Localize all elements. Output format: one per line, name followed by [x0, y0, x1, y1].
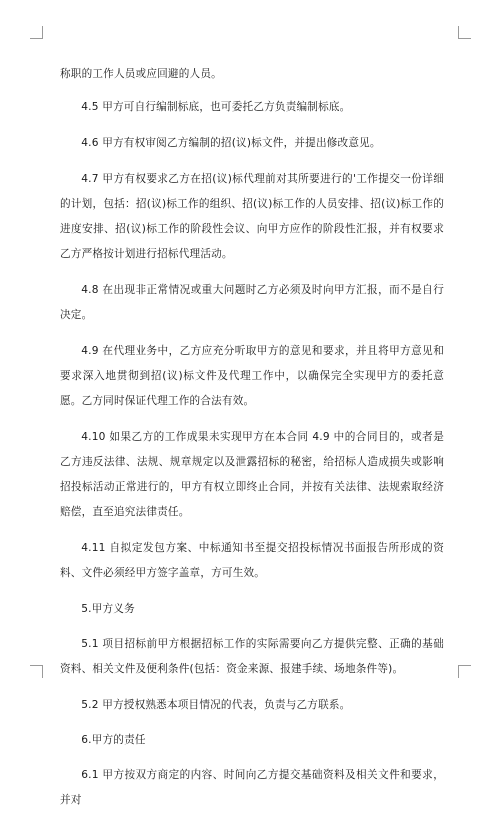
paragraph-4-9: 4.9 在代理业务中，乙方应充分听取甲方的意见和要求，并且将甲方意见和要求深入地贯彻到招(议)标文件及代理工作中，以确保完全实现甲方的委托意愿。乙方同时保证代理工作的合法有效。: [60, 345, 444, 407]
paragraph-4-10: 4.10 如果乙方的工作成果未实现甲方在本合同 4.9 中的合同目的，或者是乙方违反法律、法规、规章规定以及泄露招标的秘密，给招标人造成损失或影响招投标活动正常进行的，甲方有权立即终止合同，并按有关法律、法规索取经济赔偿，直至追究法律责任。: [60, 431, 444, 518]
section-heading-6: 6.甲方的责任: [81, 734, 146, 746]
crop-mark-bottom-left: [30, 665, 43, 678]
paragraph-5-1: 5.1 项目招标前甲方根据招标工作的实际需要向乙方提供完整、正确的基础资料、相关文件及便利条件(包括：资金来源、报建手续、场地条件等)。: [60, 638, 444, 675]
paragraph-4-7: 4.7 甲方有权要求乙方在招(议)标代理前对其所要进行的'工作提交一份详细的计划，包括：招(议)标工作的组织、招(议)标工作的人员安排、招(议)标工作的进度安排、招(议)标工作的阶段性会议、向甲方应作的阶段性汇报，并有权要求乙方严格按计划进行招标代理活动。: [60, 173, 444, 260]
paragraph-4-8: 4.8 在出现非正常情况或重大问题时乙方必须及时向甲方汇报，而不是自行决定。: [60, 284, 444, 321]
paragraph-4-5: 4.5 甲方可自行编制标底，也可委托乙方负责编制标底。: [81, 101, 351, 113]
paragraph-4-11: 4.11 自拟定发包方案、中标通知书至提交招投标情况书面报告所形成的资料、文件必须经甲方签字盖章，方可生效。: [60, 542, 444, 579]
crop-mark-top-right: [458, 26, 471, 39]
paragraph-5-2: 5.2 甲方授权熟悉本项目情况的代表，负责与乙方联系。: [81, 699, 351, 711]
paragraph-6-1: 6.1 甲方按双方商定的内容、时间向乙方提交基础资料及相关文件和要求，并对: [60, 769, 444, 806]
crop-mark-top-left: [30, 26, 43, 39]
paragraph-continuation: 称职的工作人员或应回避的人员。: [60, 68, 222, 80]
paragraph-4-6: 4.6 甲方有权审阅乙方编制的招(议)标文件，并提出修改意见。: [81, 137, 381, 149]
crop-mark-bottom-right: [458, 665, 471, 678]
section-heading-5: 5.甲方义务: [81, 603, 135, 615]
document-body: [60, 62, 444, 824]
